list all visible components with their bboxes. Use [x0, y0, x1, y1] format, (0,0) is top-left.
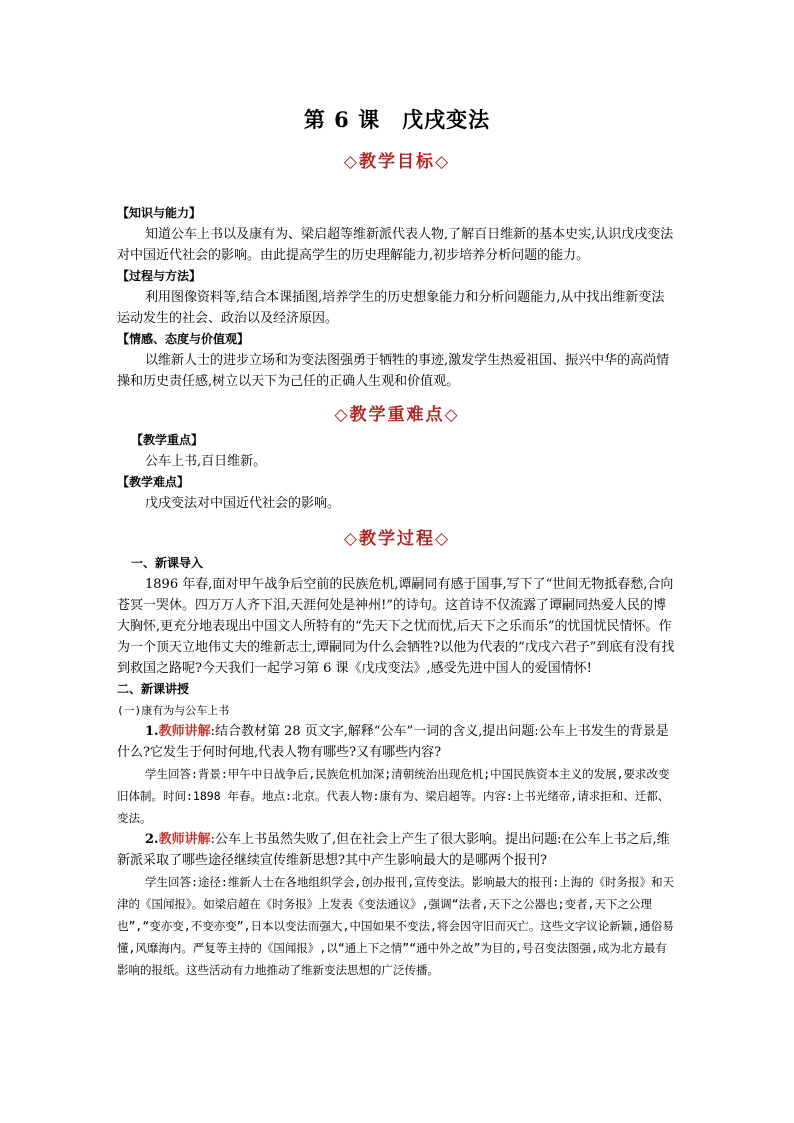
lecture-heading: 二、新课讲授 — [117, 682, 190, 696]
intro-text: 1896 年春,面对甲午战争后空前的民族危机,谭嗣同有感于国事,写下了“世间无物抵春愁,合向苍冥一哭休。四万万人齐下泪,天涯何处是神州!”的诗句。这首诗不仅流露了谭嗣同热爱人民的博大胸怀,更充分地表现出中国文人所特有的“先天下之忧而忧,后天下之乐而乐”的忧国忧民情怀。作为一个顶天立地伟丈夫的维新志士,谭嗣同为什么会牺牲?以他为代表的“戊戌六君子”到底有没有找到救国之路呢?今天我们一起学习第 6 课《戊戌变法》,感受先进中国人的爱国情怀! — [117, 577, 675, 676]
section-heading-objectives — [0, 147, 794, 172]
knowledge-text: 知道公车上书以及康有为、梁启超等维新派代表人物,了解百日维新的基本史实,认识戊戌变法对中国近代社会的影响。由此提高学生的历史理解能力,初步培养分析问题的能力。 — [117, 227, 674, 263]
focus-text: 公车上书,百日维新。 — [145, 454, 267, 469]
process-block — [117, 553, 677, 981]
diamond-icon: ◇ — [444, 405, 460, 425]
process-text: 利用图像资料等,结合本课插图,培养学生的历史想象能力和分析问题能力,从中找出维新变法运动发生的社会、政治以及经济原因。 — [117, 290, 665, 326]
section-heading-process — [0, 524, 794, 549]
difficulty-label: 【教学难点】 — [117, 475, 190, 489]
student-answer-2: 学生回答:途径:维新人士在各地组织学会,创办报刊,宣传变法。影响最大的报刊:上海的《时务报》和天津的《国闻报》。如梁启超在《时务报》上发表《变法通议》,强调“法者,天下之公器也;变者,天下之公理也”,“变亦变,不变亦变”,日本以变法而强大,中国如果不变法,将会因守旧而灭亡。这些文字议论新颖,通俗易懂,风靡海内。严复等主持的《国闻报》,以“通上下之情”“通中外之故”为目的,号召变法图强,成为北方最有影响的报纸。这些活动有力地推动了维新变法思想的广泛传播。 — [117, 875, 675, 977]
section-title: 教学过程 — [359, 529, 435, 549]
emotion-label: 【情感、态度与价值观】 — [117, 332, 250, 346]
diamond-icon: ◇ — [334, 405, 350, 425]
difficulty-text: 戊戌变法对中国近代社会的影响。 — [145, 496, 341, 511]
intro-heading: 一、新课导入 — [131, 556, 204, 570]
objectives-block — [117, 203, 677, 392]
diamond-icon: ◇ — [435, 529, 451, 549]
key-points-block — [117, 430, 677, 514]
subsection-heading: (一)康有为与公车上书 — [117, 704, 230, 717]
focus-label: 【教学重点】 — [131, 433, 204, 447]
knowledge-label: 【知识与能力】 — [117, 206, 202, 220]
emotion-text: 以维新人士的进步立场和为变法图强勇于牺牲的事迹,激发学生热爱祖国、振兴中华的高尚情操和历史责任感,树立以天下为己任的正确人生观和价值观。 — [117, 353, 670, 389]
student-answer-1: 学生回答:背景:甲午中日战争后,民族危机加深;清朝统治出现危机;中国民族资本主义的发展,要求改变旧体制。时间:1898 年春。地点:北京。代表人物:康有为、梁启超等。内容:上书光绪帝,请求拒和、迁都、变法。 — [117, 767, 670, 825]
diamond-icon: ◇ — [435, 152, 451, 172]
teacher-explain-2: 2.教师讲解:公车上书虽然失败了,但在社会上产生了很大影响。提出问题:在公车上书之后,维新派采取了哪些途径继续宣传维新思想?其中产生影响最大的是哪两个报刊? — [117, 832, 670, 868]
lesson-title: 第 6 课 戊戌变法 — [303, 107, 491, 132]
diamond-icon: ◇ — [343, 529, 359, 549]
process-label: 【过程与方法】 — [117, 269, 202, 283]
teacher-explain-1: 1.教师讲解:结合教材第 28 页文字,解释“公车”一词的含义,提出问题:公车上书发生的背景是什么?它发生于何时何地,代表人物有哪些?又有哪些内容? — [117, 724, 669, 760]
diamond-icon: ◇ — [343, 152, 359, 172]
section-heading-key-points — [0, 400, 794, 425]
section-title: 教学目标 — [359, 152, 435, 172]
section-title: 教学重难点 — [349, 405, 445, 425]
